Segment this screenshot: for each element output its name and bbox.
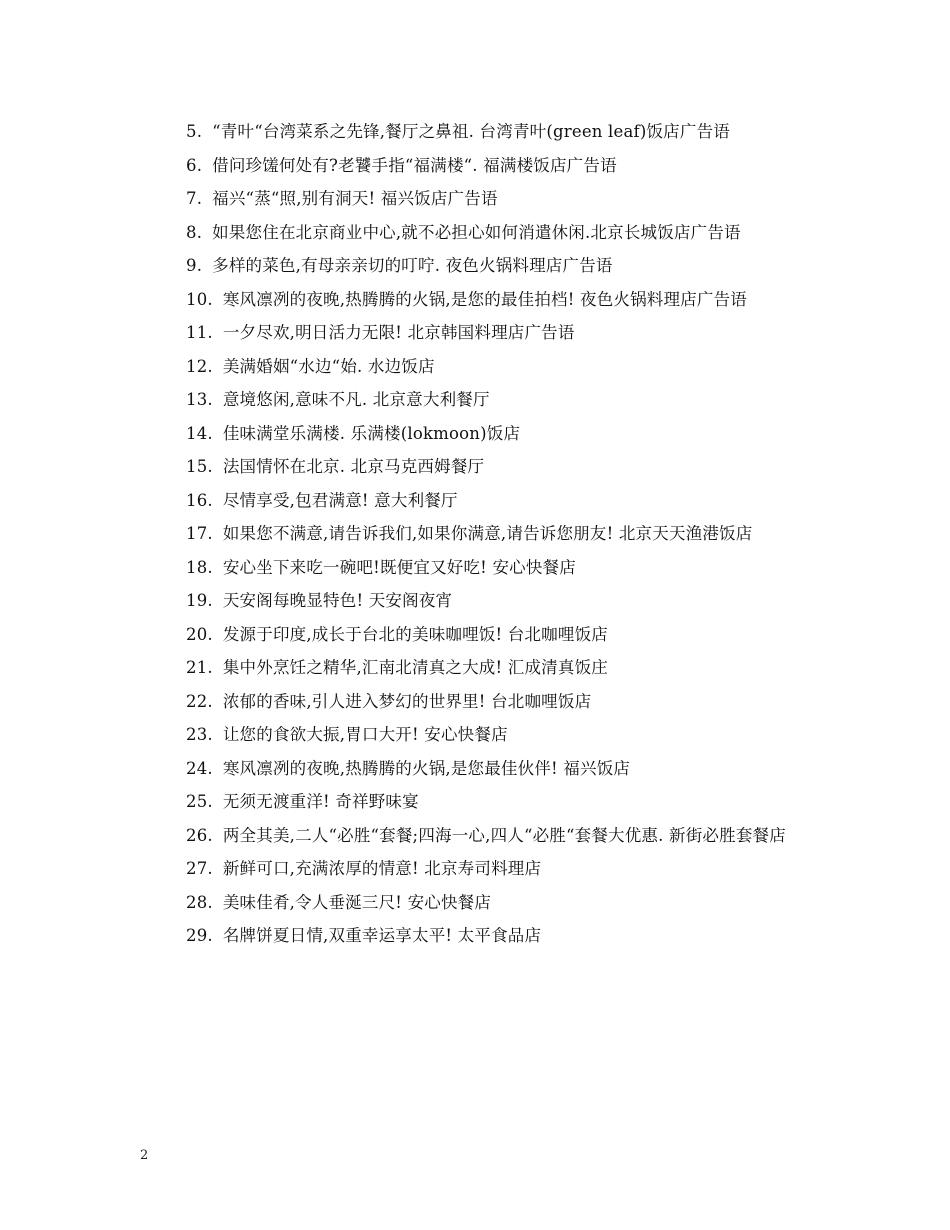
item-text: 发源于印度,成长于台北的美味咖哩饭! 台北咖哩饭店 [222, 624, 608, 644]
list-item [140, 115, 812, 149]
item-text: 两全其美,二人“必胜“套餐;四海一心,四人“必胜“套餐大优惠. 新街必胜套餐店 [222, 825, 786, 845]
page-number: 2 [140, 1148, 149, 1163]
item-number: 18. [186, 557, 213, 577]
item-number: 9. [186, 256, 203, 275]
item-number: 6. [186, 155, 203, 175]
item-number: 10. [186, 289, 213, 309]
item-text: 天安阁每晚显特色! 天安阁夜宵 [222, 591, 453, 610]
list-item [140, 484, 812, 518]
item-number: 14. [186, 423, 213, 443]
list-item [140, 450, 812, 484]
list-item [140, 383, 812, 417]
list-item [140, 685, 812, 719]
item-text: 多样的菜色,有母亲亲切的叮咛. 夜色火锅料理店广告语 [212, 256, 613, 275]
list-item [140, 249, 812, 283]
item-number: 13. [186, 390, 213, 409]
item-text: 借问珍馐何处有?老饕手指“福满楼“. 福满楼饭店广告语 [212, 155, 617, 175]
item-text: 寒风凛冽的夜晚,热腾腾的火锅,是您的最佳拍档! 夜色火锅料理店广告语 [222, 289, 748, 309]
list-item [140, 417, 812, 451]
list-item [140, 718, 812, 752]
item-number: 11. [186, 323, 213, 342]
item-number: 29. [186, 926, 213, 945]
item-text: “青叶“台湾菜系之先锋,餐厅之鼻祖. 台湾青叶(green leaf)饭店广告语 [212, 122, 730, 141]
item-text: 美味佳肴,令人垂涎三尺! 安心快餐店 [222, 892, 492, 912]
list-item [140, 283, 812, 317]
list-item [140, 651, 812, 685]
item-text: 集中外烹饪之精华,汇南北清真之大成! 汇成清真饭庄 [222, 658, 608, 677]
item-text: 让您的食欲大振,胃口大开! 安心快餐店 [222, 725, 508, 744]
list-item [140, 551, 812, 585]
slogan-list [140, 115, 812, 953]
item-text: 美满婚姻“水边“始. 水边饭店 [222, 356, 435, 376]
list-item [140, 752, 812, 786]
list-item [140, 886, 812, 920]
item-number: 27. [186, 859, 213, 878]
list-item [140, 819, 812, 853]
list-item [140, 852, 812, 886]
list-item [140, 618, 812, 652]
list-item [140, 182, 812, 216]
item-text: 名牌饼夏日情,双重幸运享太平! 太平食品店 [222, 926, 542, 945]
item-number: 25. [186, 792, 213, 811]
item-text: 如果您住在北京商业中心,就不必担心如何消遣休闲.北京长城饭店广告语 [212, 222, 741, 242]
list-item [140, 785, 812, 819]
item-number: 16. [186, 490, 213, 510]
item-text: 如果您不满意,请告诉我们,如果你满意,请告诉您朋友! 北京天天渔港饭店 [222, 524, 753, 543]
item-text: 福兴“蒸“照,别有洞天! 福兴饭店广告语 [212, 189, 498, 208]
list-item [140, 350, 812, 384]
item-number: 5. [186, 122, 203, 141]
item-number: 19. [186, 591, 213, 610]
list-item [140, 149, 812, 183]
item-number: 7. [186, 189, 203, 208]
item-number: 24. [186, 758, 213, 778]
list-item [140, 919, 812, 953]
item-text: 意境悠闲,意味不凡. 北京意大利餐厅 [222, 390, 490, 409]
item-number: 12. [186, 356, 213, 376]
item-number: 15. [186, 457, 213, 476]
item-text: 法国情怀在北京. 北京马克西姆餐厅 [222, 457, 485, 476]
list-item [140, 584, 812, 618]
item-text: 寒风凛冽的夜晚,热腾腾的火锅,是您最佳伙伴! 福兴饭店 [222, 758, 631, 778]
item-number: 21. [186, 658, 213, 677]
item-number: 26. [186, 825, 213, 845]
item-text: 一夕尽欢,明日活力无限! 北京韩国料理店广告语 [222, 323, 575, 342]
list-item [140, 216, 812, 250]
item-number: 8. [186, 222, 203, 242]
list-item [140, 316, 812, 350]
item-number: 23. [186, 725, 213, 744]
item-text: 无须无渡重洋! 奇祥野味宴 [222, 792, 419, 811]
list-item [140, 517, 812, 551]
item-text: 浓郁的香味,引人进入梦幻的世界里! 台北咖哩饭店 [222, 691, 592, 711]
item-text: 新鲜可口,充满浓厚的情意! 北京寿司料理店 [222, 859, 542, 878]
item-number: 17. [186, 524, 213, 543]
item-number: 20. [186, 624, 213, 644]
item-number: 22. [186, 691, 213, 711]
item-text: 安心坐下来吃一碗吧!既便宜又好吃! 安心快餐店 [222, 557, 576, 577]
item-text: 尽情享受,包君满意! 意大利餐厅 [222, 490, 458, 510]
item-number: 28. [186, 892, 213, 912]
item-text: 佳味满堂乐满楼. 乐满楼(lokmoon)饭店 [222, 423, 521, 443]
